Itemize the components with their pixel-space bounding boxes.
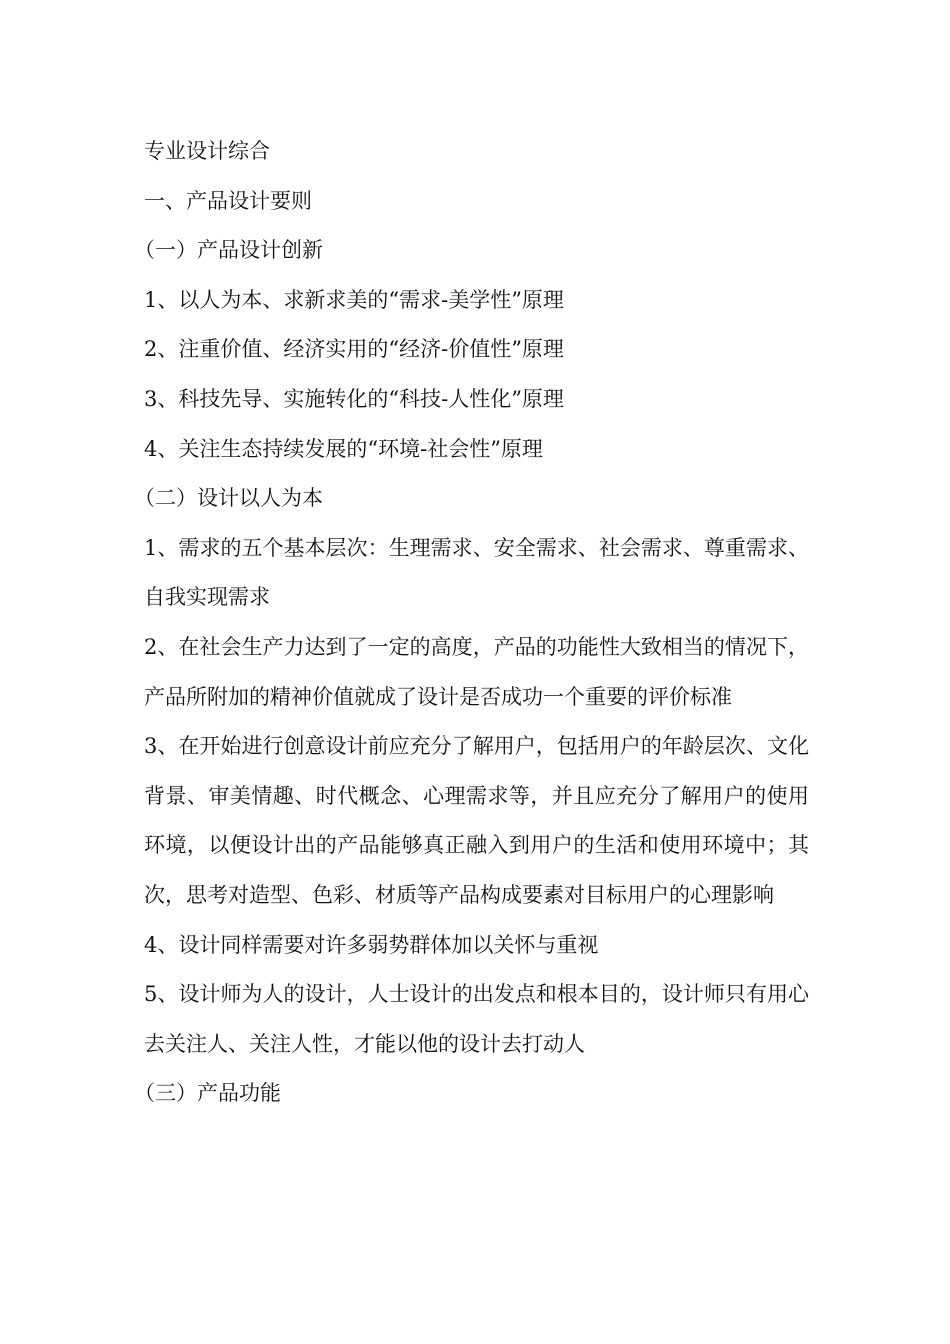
list-item: 2、在社会生产力达到了一定的高度，产品的功能性大致相当的情况下，产品所附加的精神价值就成了设计是否成功一个重要的评价标准 [144, 634, 809, 709]
list-item: 1、需求的五个基本层次：生理需求、安全需求、社会需求、尊重需求、自我实现需求 [144, 535, 809, 610]
subsection-heading-1: （一）产品设计创新 [134, 238, 323, 263]
section-heading-1: 一、产品设计要则 [144, 188, 312, 213]
list-item: 3、科技先导、实施转化的“科技-人性化”原理 [144, 386, 564, 411]
list-item: 4、设计同样需要对许多弱势群体加以关怀与重视 [144, 932, 599, 957]
list-item: 3、在开始进行创意设计前应充分了解用户，包括用户的年龄层次、文化背景、审美情趣、时代概念、心理需求等，并且应充分了解用户的使用环境，以便设计出的产品能够真正融入到用户的生活和使用环境中；其次，思考对造型、色彩、材质等产品构成要素对目标用户的心理影响 [144, 734, 809, 907]
list-item: 4、关注生态持续发展的“环境-社会性”原理 [144, 436, 543, 461]
subsection-heading-2: （二）设计以人为本 [134, 486, 323, 511]
document-body [134, 127, 809, 1119]
subsection-heading-3: （三）产品功能 [134, 1081, 281, 1106]
document-title: 专业设计综合 [144, 139, 270, 163]
list-item: 2、注重价值、经济实用的“经济-价值性”原理 [144, 337, 564, 362]
list-item: 1、以人为本、求新求美的“需求-美学性”原理 [144, 287, 564, 312]
list-item: 5、设计师为人的设计，人士设计的出发点和根本目的，设计师只有用心去关注人、关注人性，才能以他的设计去打动人 [144, 982, 809, 1056]
